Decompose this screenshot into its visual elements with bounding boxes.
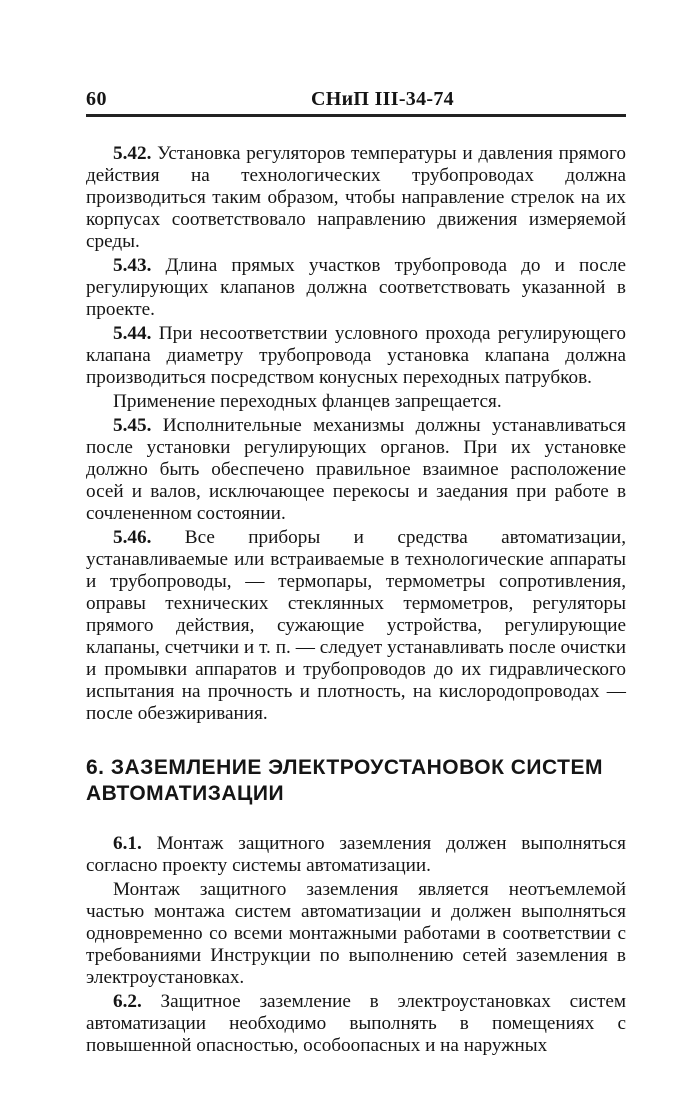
- clause-number: 5.45.: [113, 415, 152, 436]
- paragraph-text: Исполнительные механизмы должны устанавливаться после установки регулирующих органов. При их установке должно быть обеспечено правильное взаимное расположение осей и валов, исключающее перекосы и заедания при работе в сочлененном состоянии.: [86, 415, 626, 524]
- paragraph-5-45: [86, 415, 626, 525]
- paragraph-6-2: [86, 991, 626, 1057]
- paragraph-5-46: [86, 527, 626, 725]
- document-page: [86, 84, 626, 1057]
- paragraph-text: Монтаж защитного заземления является неотъемлемой частью монтажа систем автоматизации и должен выполняться одновременно со всеми монтажными работами в соответствии с требованиями Инструкции по выполнению сетей заземления в электроустановках.: [86, 879, 626, 988]
- paragraph-flanges: [86, 391, 626, 413]
- paragraph-text: Длина прямых участков трубопровода до и после регулирующих клапанов должна соответствовать указанной в проекте.: [86, 255, 626, 320]
- document-body: [86, 143, 626, 1057]
- running-title: СНиП III-34-74: [311, 88, 454, 110]
- paragraph-text: Монтаж защитного заземления должен выполняться согласно проекту системы автоматизации.: [86, 833, 626, 876]
- paragraph-text: Применение переходных фланцев запрещается.: [113, 391, 502, 412]
- clause-number: 6.1.: [113, 833, 142, 854]
- clause-number: 5.42.: [113, 143, 152, 164]
- paragraph-5-44: [86, 323, 626, 389]
- page-number: 60: [86, 88, 107, 110]
- clause-number: 5.44.: [113, 323, 152, 344]
- section-heading: 6. ЗАЗЕМЛЕНИЕ ЭЛЕКТРОУСТАНОВОК СИСТЕМ АВТОМАТИЗАЦИИ: [86, 756, 603, 805]
- paragraph-text: Защитное заземление в электроустановках систем автоматизации необходимо выполнять в помещениях с повышенной опасностью, особоопасных и на наружных: [86, 991, 626, 1056]
- paragraph-text: Установка регуляторов температуры и давления прямого действия на технологических трубопроводах должна производиться таким образом, чтобы направление стрелок на их корпусах соответствовало направлению движения измеряемой среды.: [86, 143, 626, 252]
- paragraph-text: При несоответствии условного прохода регулирующего клапана диаметру трубопровода установка клапана должна производиться посредством конусных переходных патрубков.: [86, 323, 626, 388]
- paragraph-grounding-part: [86, 879, 626, 989]
- running-header: [86, 84, 626, 117]
- paragraph-6-1: [86, 833, 626, 877]
- paragraph-text: Все приборы и средства автоматизации, устанавливаемые или встраиваемые в технологические аппараты и трубопроводы, — термопары, термометры сопротивления, оправы технических стеклянных термометров, регуляторы прямого действия, сужающие устройства, регулирующие клапаны, счетчики и т. п. — следует устанавливать после очистки и промывки аппаратов и трубопроводов до их гидравлического испытания на прочность и плотность, на кислородопроводах — после обезжиривания.: [86, 527, 626, 724]
- clause-number: 5.46.: [113, 527, 152, 548]
- clause-number: 5.43.: [113, 255, 152, 276]
- paragraph-5-43: [86, 255, 626, 321]
- clause-number: 6.2.: [113, 991, 142, 1012]
- paragraph-5-42: [86, 143, 626, 253]
